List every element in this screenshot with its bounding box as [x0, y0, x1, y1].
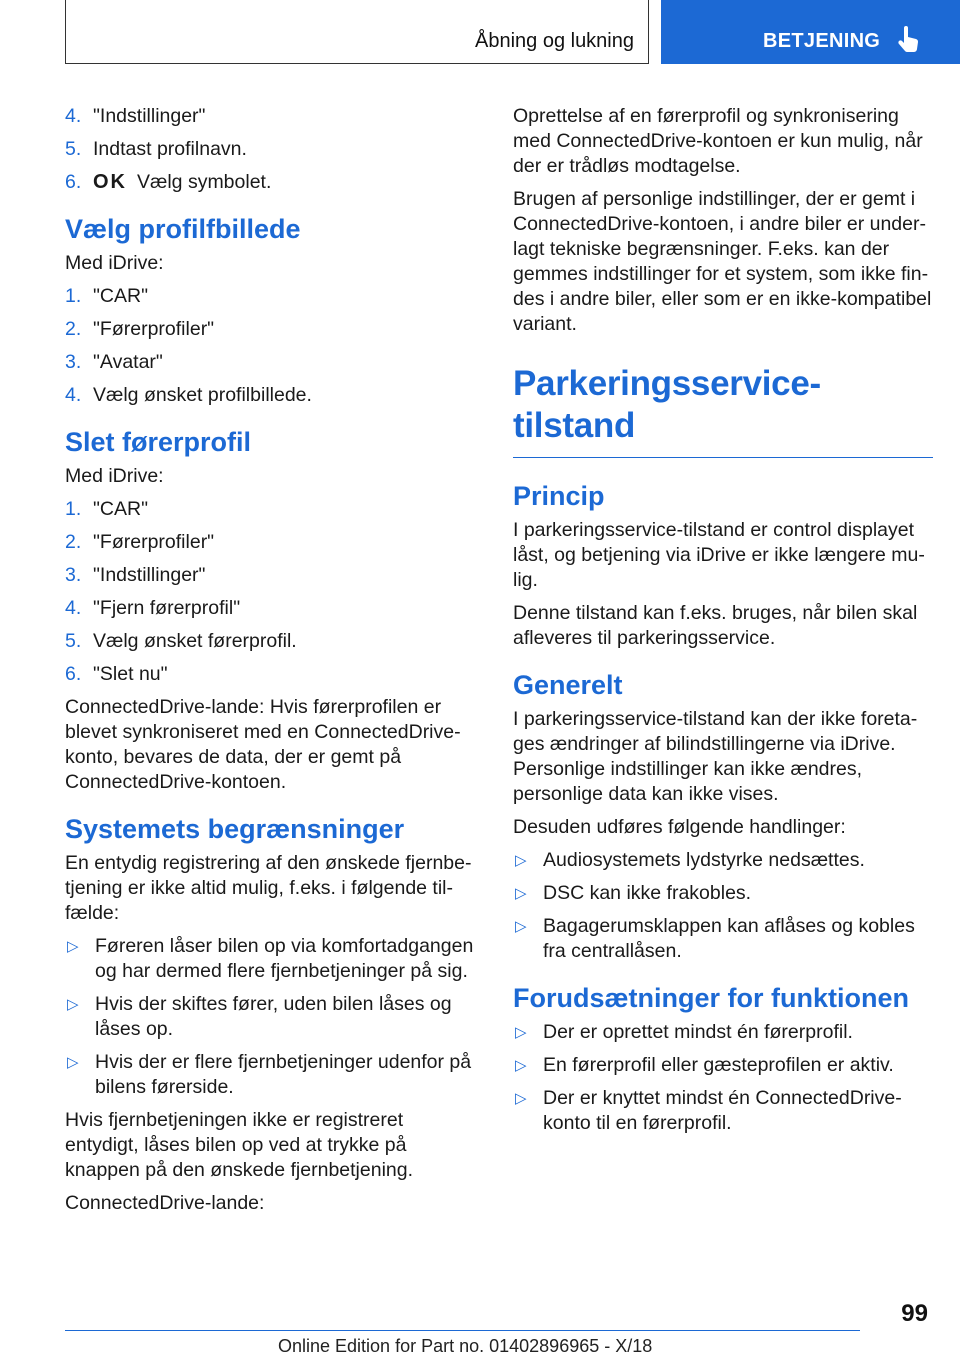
heading-princip: Princip	[513, 481, 605, 511]
list-item: ▷ Føreren låser bilen op via komfortadgangen og har dermed flere fjernbetjeninger på sig.	[67, 935, 474, 982]
triangle-bullet-icon: ▷	[515, 885, 527, 902]
list-item: 2. "Førerprofiler"	[65, 531, 215, 553]
paragraph: Hvis fjernbetjeningen ikke er registreret entydigt, låses bilen op ved at trykke på knappen på den ønskede fjernbetjening.	[65, 1109, 414, 1181]
right-column	[513, 104, 933, 1144]
paragraph: Brugen af personlige indstillinger, der er gemt i ConnectedDrive-kontoen, i andre biler er underlagt tekniske begrænsninger. F.eks. kan der gemmes indstillinger for et system, som ikke findes i andre biler, eller som er en ikke-kompatibel variant.	[513, 188, 932, 335]
paragraph: ConnectedDrive-lande:	[65, 1192, 265, 1214]
list-item: 3. "Indstillinger"	[65, 564, 206, 586]
list-item: ▷ Audiosystemets lydstyrke nedsættes.	[515, 849, 865, 871]
list-item: 1. "CAR"	[65, 285, 149, 307]
idrive-label: Med iDrive:	[65, 252, 164, 274]
hand-pointer-icon	[897, 26, 921, 54]
list-item: ▷ Der er oprettet mindst én førerprofil.	[515, 1021, 853, 1043]
triangle-bullet-icon: ▷	[515, 852, 527, 869]
list-item: 4. "Indstillinger"	[65, 105, 206, 127]
list-item: 1. "CAR"	[65, 498, 149, 520]
heading-parkeringsservice: Parkeringsservice-tilstand	[513, 363, 933, 458]
bullet-list-forud	[513, 1020, 933, 1136]
steps-list-avatar	[65, 284, 477, 408]
list-item: 5. Vælg ønsket førerprofil.	[65, 630, 297, 652]
list-item: 4. Vælg ønsket profilbillede.	[65, 384, 312, 406]
triangle-bullet-icon: ▷	[515, 1090, 527, 1107]
list-item: ▷ Hvis der er flere fjernbetjeninger udenfor på bilens førerside.	[67, 1051, 472, 1098]
list-item: 4. "Fjern førerprofil"	[65, 597, 241, 619]
bullet-list-generelt	[513, 848, 933, 964]
footer-divider	[65, 1330, 860, 1331]
ok-icon: OK	[93, 171, 127, 193]
left-column	[65, 104, 477, 1224]
paragraph: I parkeringsservice-tilstand kan der ikke foretages ændringer af bilindstillingerne via iDrive. Personlige indstillinger kan ikke ændres, personlige data kan ikke vises.	[513, 708, 918, 805]
list-item: ▷ DSC kan ikke frakobles.	[515, 882, 752, 904]
paragraph: Desuden udføres følgende handlinger:	[513, 816, 846, 838]
triangle-bullet-icon: ▷	[67, 1054, 79, 1071]
chapter-title: BETJENING	[763, 30, 881, 52]
paragraph: Oprettelse af en førerprofil og synkronisering med ConnectedDrive-kontoen er kun mulig, når der er trådløs modtagelse.	[513, 105, 923, 177]
paragraph: En entydig registrering af den ønskede fjernbetjening er ikke altid mulig, f.eks. i følgende tilfælde:	[65, 852, 472, 924]
triangle-bullet-icon: ▷	[515, 1057, 527, 1074]
triangle-bullet-icon: ▷	[515, 918, 527, 935]
steps-list-top	[65, 104, 477, 195]
page-number: 99	[901, 1300, 928, 1327]
list-item: 6. "Slet nu"	[65, 663, 168, 685]
steps-list-slet	[65, 497, 477, 687]
heading-forudsaetninger: Forudsætninger for funktionen	[513, 983, 909, 1013]
list-item: 5. Indtast profilnavn.	[65, 138, 247, 160]
section-title: Åbning og lukning	[474, 30, 634, 52]
heading-begraensninger: Systemets begrænsninger	[65, 814, 405, 844]
list-item: ▷ Hvis der skiftes fører, uden bilen låses og låses op.	[67, 993, 452, 1040]
idrive-label: Med iDrive:	[65, 465, 164, 487]
triangle-bullet-icon: ▷	[515, 1024, 527, 1041]
heading-slet: Slet førerprofil	[65, 427, 252, 457]
list-item: ▷ Der er knyttet mindst én ConnectedDrive-konto til en førerprofil.	[515, 1087, 902, 1134]
heading-profilbillede: Vælg profilfbillede	[65, 214, 301, 244]
paragraph: ConnectedDrive-lande: Hvis førerprofilen er blevet synkroniseret med en ConnectedDrive-konto, bevares de data, der er gemt på ConnectedDrive-kontoen.	[65, 696, 461, 793]
triangle-bullet-icon: ▷	[67, 996, 79, 1013]
list-item: ▷ En førerprofil eller gæsteprofilen er aktiv.	[515, 1054, 894, 1076]
list-item: 2. "Førerprofiler"	[65, 318, 215, 340]
list-item: 3. "Avatar"	[65, 351, 163, 373]
triangle-bullet-icon: ▷	[67, 938, 79, 955]
paragraph: I parkeringsservice-tilstand er control displayet låst, og betjening via iDrive er ikke længere mulig.	[513, 519, 925, 591]
list-item: ▷ Bagagerumsklappen kan aflåses og kobles fra centrallåsen.	[515, 915, 915, 962]
paragraph: Denne tilstand kan f.eks. bruges, når bilen skal afleveres til parkeringsservice.	[513, 602, 918, 649]
heading-generelt: Generelt	[513, 670, 623, 700]
header-section	[65, 0, 649, 64]
list-item: 6. OK Vælg symbolet.	[65, 171, 272, 193]
header-chapter	[661, 0, 960, 64]
footer-edition: Online Edition for Part no. 01402896965 - X/18	[278, 1336, 653, 1356]
bullet-list-begr	[65, 934, 477, 1100]
